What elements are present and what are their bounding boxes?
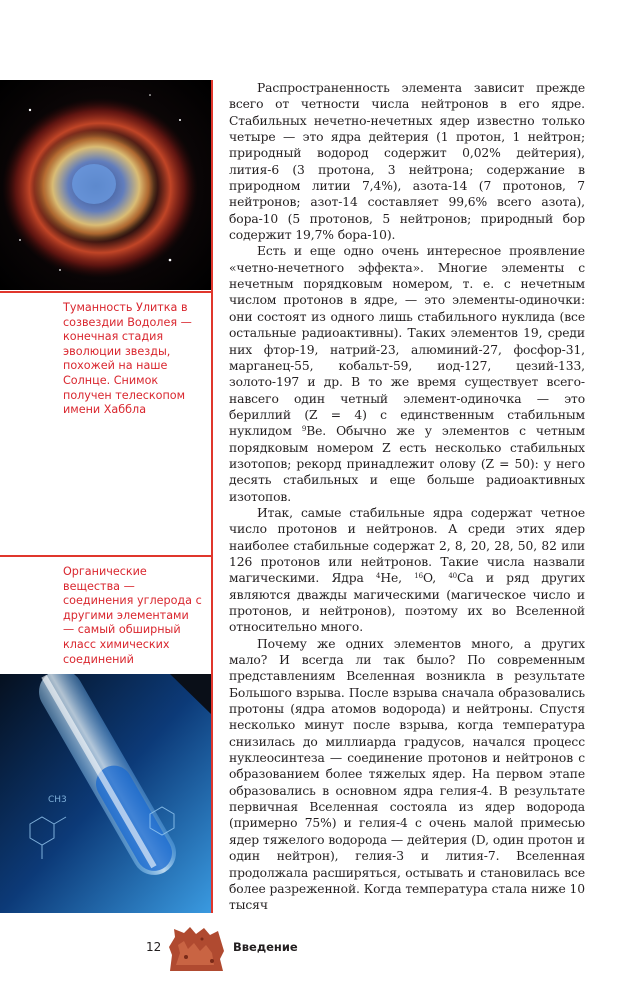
- paragraph-big-bang: Почему же одних элементов много, а других мало? И всегда ли так было? По современным представлениям Вселенная возникла в результате Большого взрыва. После взрыва сначала образовались протоны (ядра атомов водорода) и нейтроны. Спустя несколько минут после взрыва, когда температура снизилась до миллиарда градусов, начался процесс нуклеосинтеза — соединение протонов и нейтронов с образованием более тяжелых ядер. На первом этапе образовались в основном ядра гелия-4. В результате первичная Вселенная состояла из ядер водорода (примерно 75%) и гелия-4 с очень малой примесью ядер тяжелого водорода — дейтерия (D, один протон и один нейтрон), гелия-3 и лития-7. Вселенная продолжала расширяться, остывать и становилась все более разреженной. Когда температура стала ниже 10 тысяч: [229, 636, 585, 913]
- page-footer: [0, 925, 644, 975]
- text-run: O,: [422, 571, 449, 586]
- superscript: 40: [448, 572, 458, 581]
- text-run: Ca и ряд других являются дважды магическими (магическое число и протонов, и нейтронов), поэтому их во Вселенной относительно много.: [229, 571, 585, 635]
- superscript: 9: [301, 425, 307, 434]
- superscript: 4: [376, 572, 381, 581]
- rock-icon: [166, 925, 226, 973]
- paragraph-abundance: Распространенность элемента зависит прежде всего от четности числа нейтронов в его ядре. Стабильных нечетно-нечетных ядер известно только четыре — это ядра дейтерия (1 протон, 1 нейтрон; природный водород содержит 0,02% дейтерия), лития-6 (3 протона, 3 нейтрона; содержание в природном литии 7,4%), азота-14 (7 протонов, 7 нейтронов; азот-14 составляет 99,6% всего азота), бора-10 (5 протонов, 5 нейтронов; природный бор содержит 19,7% бора-10).: [229, 81, 585, 243]
- text-run: He,: [380, 571, 415, 586]
- paragraph-even-odd-effect: [229, 243, 585, 505]
- nebula-caption: Туманность Улитка в созвездии Водолея — конечная стадия эволюции звезды, похожей на наше Солнце. Снимок получен телескопом имени Хаббла: [63, 301, 192, 417]
- organic-caption: Органические вещества — соединения углерода с другими элементами — самый обширный класс химических соединений: [63, 565, 202, 666]
- test-tube-photo: [0, 674, 211, 913]
- text-run: Итак, самые стабильные ядра содержат четное число протонов и нейтронов. А среди этих ядер наиболее стабильные содержат 2, 8, 20, 28, 50, 82 или 126 протонов или нейтронов. Такие числа назвали магическими. Ядра: [229, 505, 585, 586]
- tube-formula-label: CH3: [48, 795, 67, 805]
- nebula-photo: [0, 80, 211, 290]
- text-run: Есть и еще одно очень интересное проявление «четно-нечетного эффекта». Многие элементы с нечетным порядковым номером, т. е. с нечетным числом протонов в ядре, — это элементы-одиночки: они состоят из одного лишь стабильного нуклида (все остальные радиоактивны). Таких элементов 19, среди них фтор-19, натрий-23, алюминий-27, фосфор-31, марганец-55, кобальт-59, иод-127, цезий-133, золото-197 и др. В то же время существует всего-навсего один четный элемент-одиночка — это бериллий (Z = 4) с единственным стабильным нуклидом: [229, 244, 585, 439]
- caption-rule-middle: [0, 555, 211, 557]
- page-number: 12: [146, 940, 162, 954]
- caption-rule-top: [0, 291, 211, 293]
- section-title: Введение: [233, 940, 298, 954]
- article-body: [229, 80, 585, 914]
- sidebar: [0, 80, 213, 913]
- superscript: 16: [414, 572, 423, 581]
- text-run: Be. Обычно же у элементов с четным порядковым номером Z есть несколько стабильных изотопов; рекорд принадлежит олову (Z = 50): у него десять стабильных и еще больше радиоактивных изотопов.: [229, 424, 585, 504]
- paragraph-magic-numbers: [229, 505, 585, 636]
